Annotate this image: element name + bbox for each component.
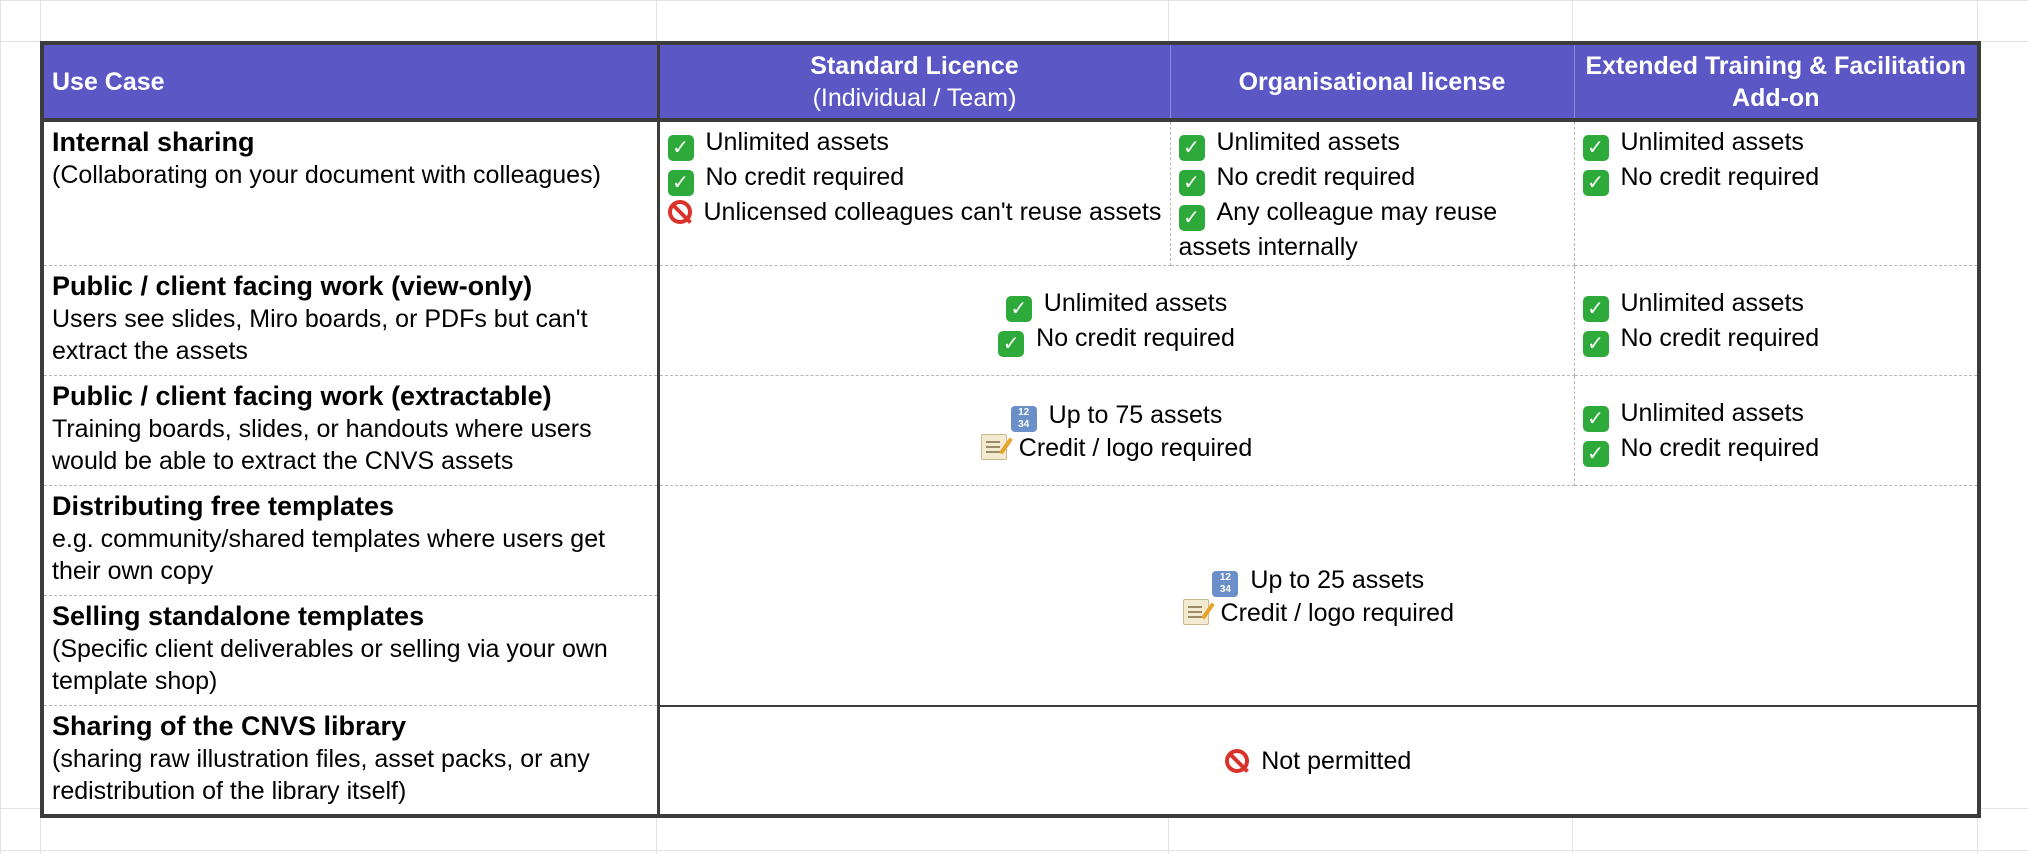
list-item bbox=[668, 745, 1970, 777]
use-case-description: Users see slides, Miro boards, or PDFs but can't extract the assets bbox=[52, 305, 588, 365]
header-standard-label: Standard Licence bbox=[810, 51, 1019, 80]
input-numbers-icon: 12 34 bbox=[1011, 406, 1037, 432]
list-item bbox=[668, 287, 1566, 322]
item-text: No credit required bbox=[1036, 323, 1235, 352]
extended-cell[interactable] bbox=[1574, 120, 1979, 266]
item-text: No credit required bbox=[1620, 163, 1820, 191]
white-heavy-check-mark-icon: ✓ bbox=[1179, 170, 1205, 196]
header-use-case-label: Use Case bbox=[52, 67, 165, 96]
use-case-title: Internal sharing bbox=[52, 127, 255, 157]
item-text: Credit / logo required bbox=[1220, 598, 1454, 627]
use-case-title: Selling standalone templates bbox=[52, 601, 425, 631]
grid-line bbox=[0, 850, 2028, 851]
memo-icon bbox=[1183, 599, 1209, 625]
item-text: No credit required bbox=[705, 163, 905, 191]
item-text: Not permitted bbox=[1261, 747, 1412, 775]
use-case-title: Sharing of the CNVS library bbox=[52, 711, 407, 741]
header-use-case[interactable] bbox=[42, 43, 658, 120]
prohibited-icon bbox=[668, 200, 692, 224]
prohibited-icon bbox=[1225, 749, 1249, 773]
header-extended-label: Extended Training & Facilitation Add-on bbox=[1585, 51, 1967, 112]
item-text: Credit / logo required bbox=[1018, 434, 1253, 462]
use-case-description: Training boards, slides, or handouts where users would be able to extract the CNVS assets bbox=[52, 415, 592, 475]
white-heavy-check-mark-icon: ✓ bbox=[1583, 331, 1609, 357]
use-case-title: Distributing free templates bbox=[52, 491, 395, 521]
use-case-title: Public / client facing work (view-only) bbox=[52, 271, 533, 301]
item-text: No credit required bbox=[1216, 163, 1416, 191]
table-row bbox=[42, 706, 1979, 816]
list-item bbox=[668, 432, 1566, 464]
use-case-description: e.g. community/shared templates where users get their own copy bbox=[52, 525, 606, 585]
table-row bbox=[42, 376, 1979, 486]
table-row bbox=[42, 486, 1979, 596]
header-extended-addon[interactable] bbox=[1574, 43, 1979, 120]
white-heavy-check-mark-icon: ✓ bbox=[1179, 135, 1205, 161]
white-heavy-check-mark-icon: ✓ bbox=[668, 135, 694, 161]
item-text: Unlimited assets bbox=[1043, 288, 1228, 317]
use-case-cell[interactable] bbox=[42, 486, 658, 596]
use-case-cell[interactable] bbox=[42, 596, 658, 706]
item-text: Unlimited assets bbox=[1620, 288, 1804, 317]
white-heavy-check-mark-icon: ✓ bbox=[1583, 135, 1609, 161]
table-row bbox=[42, 266, 1979, 376]
list-item bbox=[1179, 161, 1566, 196]
item-text: Unlimited assets bbox=[1620, 398, 1804, 427]
header-standard-sublabel: (Individual / Team) bbox=[812, 83, 1017, 112]
header-org-label: Organisational license bbox=[1238, 67, 1506, 96]
item-text: Unlimited assets bbox=[705, 128, 889, 156]
header-row bbox=[42, 43, 1979, 120]
input-numbers-icon: 12 34 bbox=[1212, 571, 1238, 597]
list-item bbox=[668, 161, 1162, 196]
list-item bbox=[668, 564, 1970, 597]
use-case-description: (sharing raw illustration files, asset packs, or any redistribution of the library itself) bbox=[52, 745, 590, 805]
list-item bbox=[1583, 322, 1970, 357]
table-row bbox=[42, 120, 1979, 266]
list-item bbox=[1179, 126, 1566, 161]
memo-icon bbox=[981, 434, 1007, 460]
org-cell[interactable] bbox=[1170, 120, 1574, 266]
list-item bbox=[668, 126, 1162, 161]
use-case-description: (Specific client deliverables or selling via your own template shop) bbox=[52, 635, 608, 695]
list-item bbox=[1583, 397, 1970, 432]
item-text: Up to 25 assets bbox=[1250, 565, 1425, 594]
extended-cell[interactable] bbox=[1574, 376, 1979, 486]
use-case-description: (Collaborating on your document with colleagues) bbox=[52, 161, 601, 189]
item-text: No credit required bbox=[1620, 323, 1820, 352]
use-case-cell[interactable] bbox=[42, 706, 658, 816]
list-item bbox=[668, 322, 1566, 357]
library-merged-cell[interactable] bbox=[658, 706, 1979, 816]
standard-org-merged-cell[interactable] bbox=[658, 266, 1574, 376]
item-text: Unlimited assets bbox=[1620, 128, 1804, 156]
list-item bbox=[1583, 161, 1970, 196]
extended-cell[interactable] bbox=[1574, 266, 1979, 376]
list-item bbox=[1583, 287, 1970, 322]
item-text: No credit required bbox=[1620, 433, 1820, 462]
white-heavy-check-mark-icon: ✓ bbox=[1583, 170, 1609, 196]
list-item bbox=[1179, 196, 1566, 263]
white-heavy-check-mark-icon: ✓ bbox=[1006, 296, 1032, 322]
standard-cell[interactable] bbox=[658, 120, 1170, 266]
white-heavy-check-mark-icon: ✓ bbox=[668, 170, 694, 196]
white-heavy-check-mark-icon: ✓ bbox=[1583, 406, 1609, 432]
list-item bbox=[668, 597, 1970, 629]
use-case-cell[interactable] bbox=[42, 266, 658, 376]
white-heavy-check-mark-icon: ✓ bbox=[1583, 441, 1609, 467]
templates-merged-cell[interactable] bbox=[658, 486, 1979, 706]
licence-comparison-table bbox=[40, 41, 1981, 818]
header-organisational-license[interactable] bbox=[1170, 43, 1574, 120]
item-text: Up to 75 assets bbox=[1048, 401, 1223, 429]
use-case-cell[interactable] bbox=[42, 120, 658, 266]
item-text: Unlicensed colleagues can't reuse assets bbox=[703, 198, 1162, 226]
item-text: Unlimited assets bbox=[1216, 128, 1400, 156]
list-item bbox=[668, 196, 1162, 228]
white-heavy-check-mark-icon: ✓ bbox=[1583, 296, 1609, 322]
use-case-title: Public / client facing work (extractable) bbox=[52, 381, 552, 411]
header-standard-licence[interactable] bbox=[658, 43, 1170, 120]
list-item bbox=[1583, 126, 1970, 161]
list-item bbox=[668, 399, 1566, 432]
item-text: Any colleague may reuse assets internally bbox=[1178, 198, 1498, 261]
white-heavy-check-mark-icon: ✓ bbox=[998, 331, 1024, 357]
list-item bbox=[1583, 432, 1970, 467]
use-case-cell[interactable] bbox=[42, 376, 658, 486]
standard-org-merged-cell[interactable] bbox=[658, 376, 1574, 486]
white-heavy-check-mark-icon: ✓ bbox=[1179, 205, 1205, 231]
